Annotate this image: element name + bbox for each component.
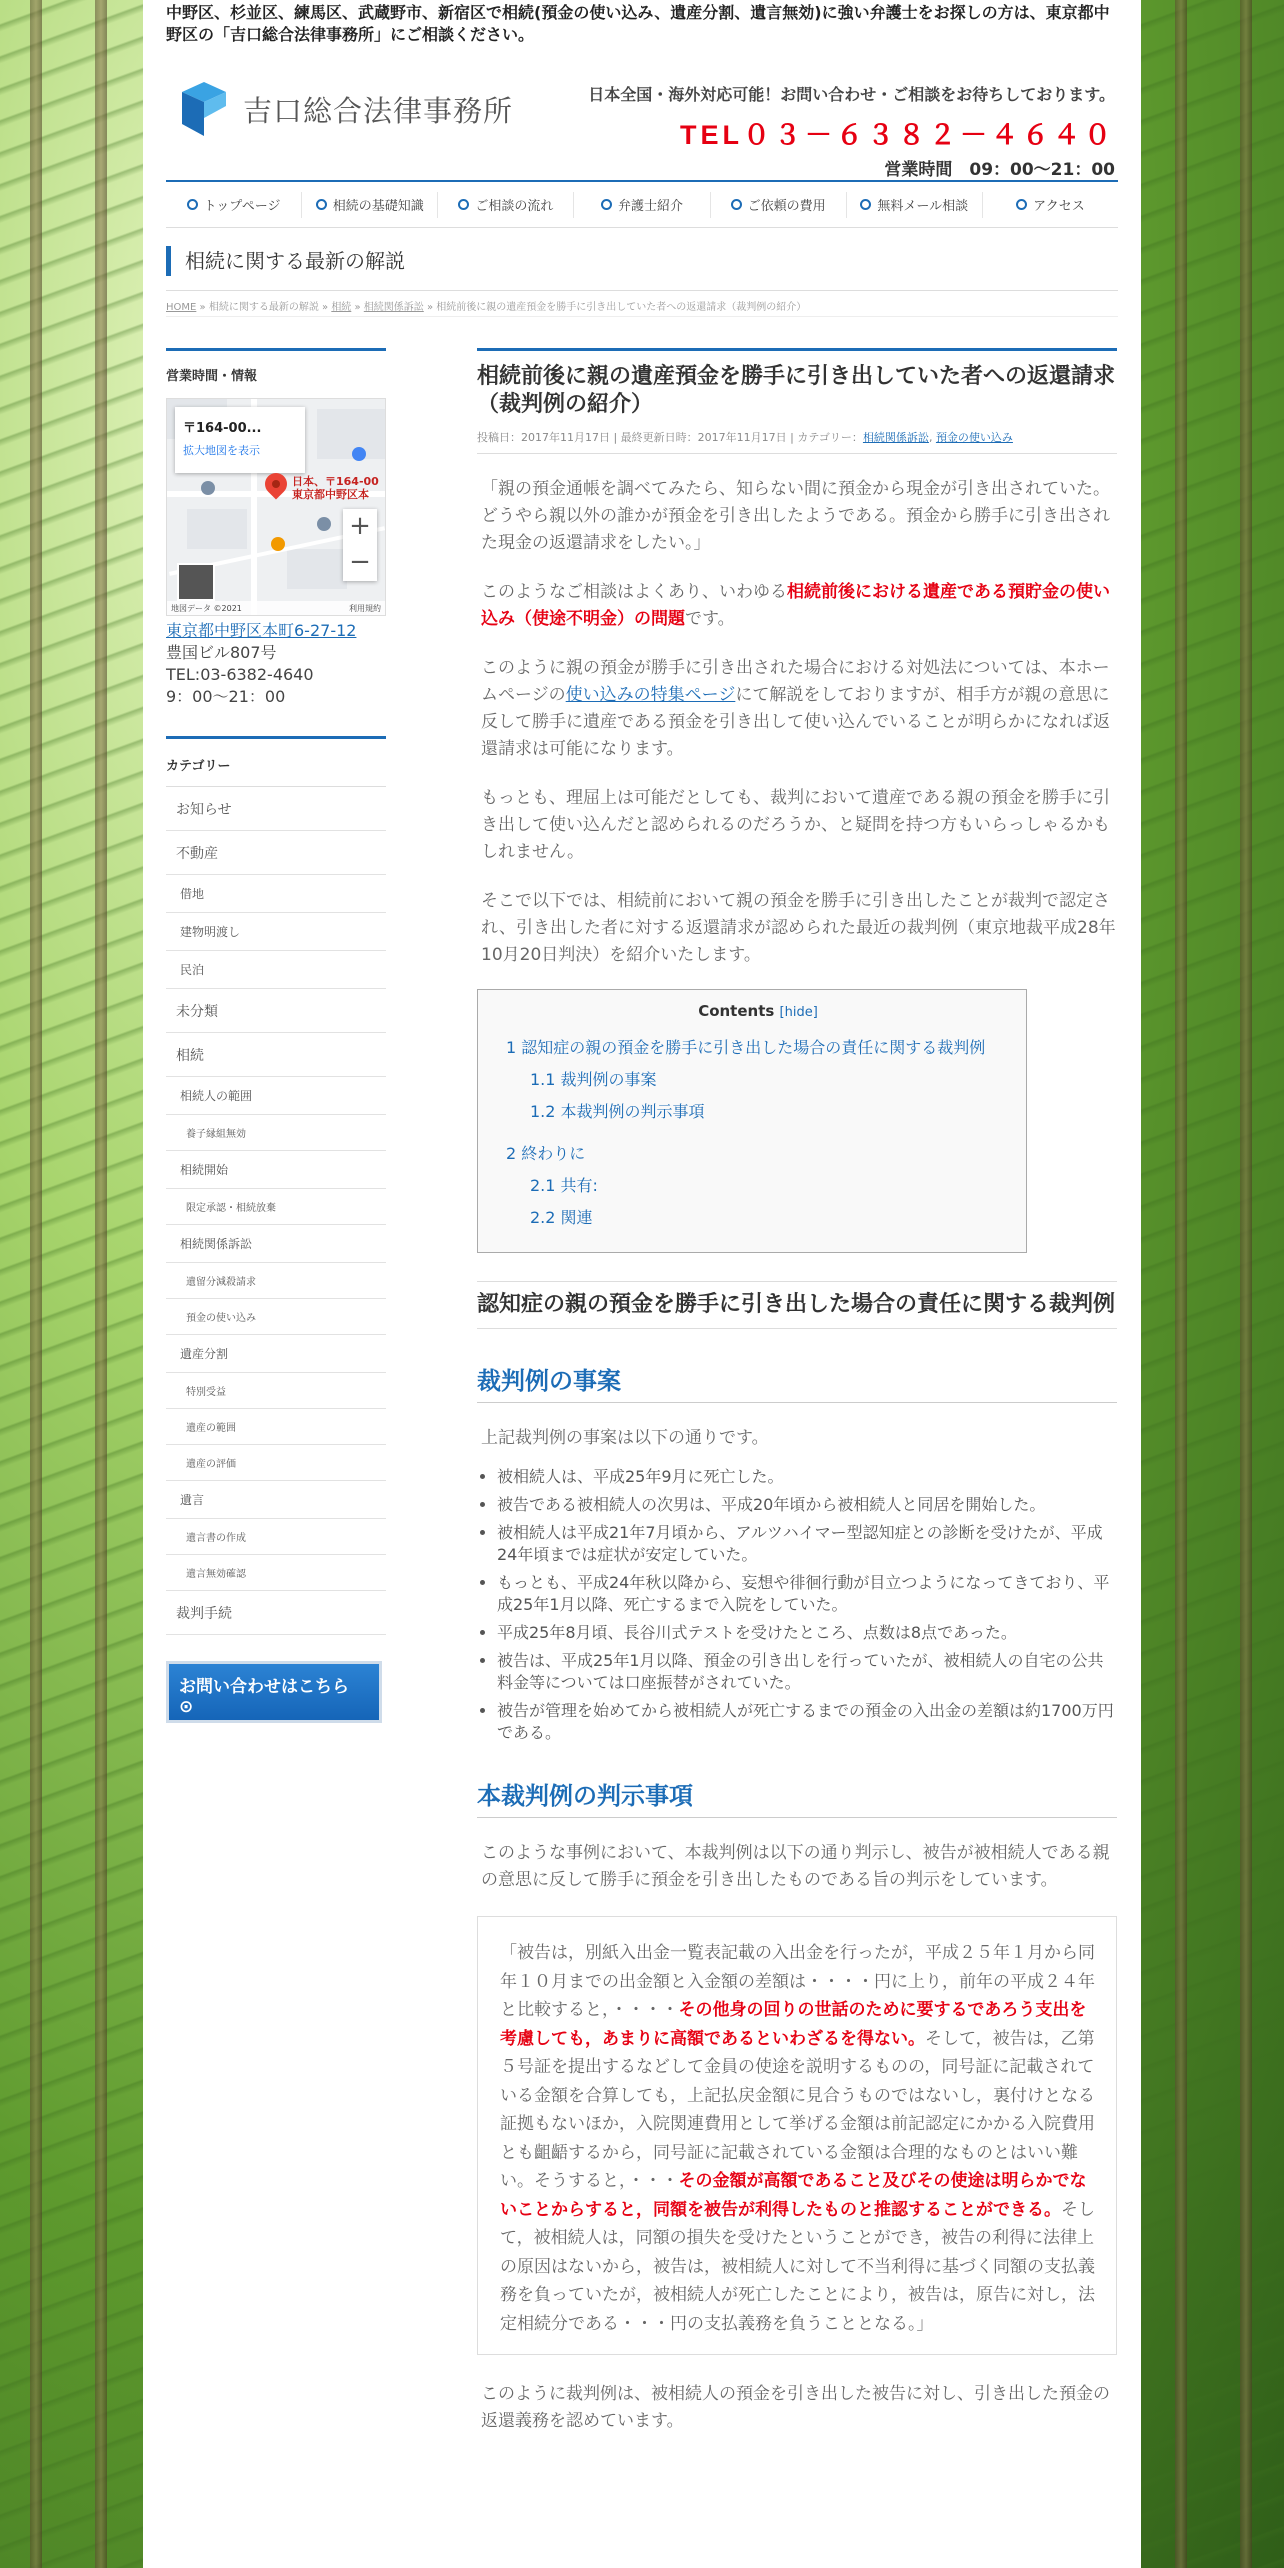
nav-item-top[interactable] — [166, 192, 302, 218]
category-title: カテゴリー — [166, 736, 386, 787]
category-item[interactable]: 借地 — [166, 875, 386, 913]
category-item[interactable]: 限定承認・相続放棄 — [166, 1189, 386, 1225]
nav-item-access[interactable] — [983, 192, 1118, 218]
breadcrumb-home[interactable]: HOME — [166, 302, 197, 313]
category-item[interactable]: 特別受益 — [166, 1373, 386, 1409]
category-item[interactable]: 相続開始 — [166, 1151, 386, 1189]
nav-bullet-icon — [601, 199, 612, 210]
address-tel: TEL:03-6382-4640 — [166, 665, 314, 684]
paragraph-text: にて解説をしておりますが、相手方が親の意思に反して勝手に遺産である預金を引き出して使い込んでいることが明らかになれば返還請求は可能になります。 — [481, 685, 1110, 759]
quote-segment: 「被告は，別紙入出金一覧表記載の入出金を行ったが，平成２５年１月から同年１０月までの出金額と入金額の差額は・・・・円に上り，前年の平成２４年と比較すると，・・・・ — [500, 1943, 1095, 2020]
article — [477, 348, 1117, 2435]
nav-bullet-icon — [1016, 199, 1027, 210]
court-quote — [477, 1916, 1117, 2355]
background-tree-trunk — [95, 0, 107, 2568]
toc-heading: Contents — [698, 1002, 775, 1020]
map-poi-icon — [317, 517, 331, 531]
nav-label: 無料メール相談 — [877, 199, 969, 214]
paragraph — [477, 655, 1117, 763]
table-of-contents — [477, 989, 1027, 1253]
breadcrumb-sep: » — [423, 302, 437, 313]
category-item[interactable]: 相続 — [166, 1033, 386, 1077]
paragraph: そこで以下では、相続前において親の預金を勝手に引き出したことが裁判で認定され、引き出した者に対する返還請求が認められた最近の裁判例（東京地裁平成28年10月20日判決）を紹介いたします。 — [481, 891, 1116, 965]
nav-item-mail[interactable] — [847, 192, 983, 218]
category-item[interactable]: 民泊 — [166, 951, 386, 989]
divider — [166, 290, 1118, 291]
nav-bullet-icon — [187, 199, 198, 210]
address-hours: 9：00～21：00 — [166, 687, 286, 706]
sidebar — [166, 348, 386, 1736]
nav-item-flow[interactable] — [438, 192, 574, 218]
list-item: • 被相続人は平成21年7月頃から、アルツハイマー型認知症との診断を受けたが、平成24年頃までは症状が安定していた。 — [497, 1522, 1117, 1566]
category-item[interactable]: 遺言無効確認 — [166, 1555, 386, 1591]
logo-text: 吉口総合法律事務所 — [243, 93, 514, 128]
paragraph: もっとも、理屈上は可能だとしても、裁判において遺産である親の預金を勝手に引き出して使い込んだと認められるのだろうか、と疑問を持つ方もいらっしゃるかもしれません。 — [481, 788, 1110, 862]
section-title: 相続に関する最新の解説 — [166, 246, 1118, 276]
nav-label: ご相談の流れ — [475, 199, 554, 214]
nav-item-basics[interactable] — [302, 192, 438, 218]
map-block — [287, 549, 347, 589]
nav-item-fees[interactable] — [711, 192, 847, 218]
nav-label: アクセス — [1033, 199, 1085, 214]
section-heading: 認知症の親の預金を勝手に引き出した場合の責任に関する裁判例 — [477, 1281, 1117, 1329]
zoom-in-button[interactable]: + — [349, 511, 371, 541]
category-item[interactable]: 相続関係訴訟 — [166, 1225, 386, 1263]
breadcrumb — [166, 298, 806, 313]
map-terms-link[interactable]: 利用規約 — [349, 604, 381, 613]
quote-highlight: その金額が高額であること及びその使途は明らかでないことからすると，同額を被告が利得したものと推認することができる。 — [500, 2171, 1087, 2220]
toc-list — [506, 1032, 1010, 1234]
quote-text — [500, 1939, 1096, 2338]
background-tree-trunk — [1175, 0, 1187, 2568]
category-item[interactable]: 遺言書の作成 — [166, 1519, 386, 1555]
list-item: • 被相続人は、平成25年9月に死亡した。 — [497, 1466, 1117, 1488]
paragraph — [477, 579, 1117, 633]
nav-bullet-icon — [458, 199, 469, 210]
map-copyright: 地図データ ©2021 — [171, 604, 242, 613]
facts-list — [477, 1466, 1117, 1744]
background-tree-trunk — [30, 0, 42, 2568]
nav-label: トップページ — [203, 199, 281, 214]
nav-label: 相続の基礎知識 — [332, 199, 424, 214]
list-item: • 平成25年8月頃、長谷川式テストを受けたところ、点数は8点であった。 — [497, 1622, 1117, 1644]
background-tree-trunk — [1240, 0, 1252, 2568]
quote-segment: そして，被相続人は，同額の損失を受けたということができ，被告の利得に法律上の原因はないから，被告は，被相続人に対して不当利得に基づく同額の支払義務を負っていたが，被相続人が死亡したことにより，被告は，原告に対し，法定相続分である・・・円の支払義務を負うこととなる。」 — [500, 2199, 1095, 2334]
breadcrumb-sep: » — [351, 302, 364, 313]
paragraph: 「親の預金通帳を調べてみたら、知らない間に預金から現金が引き出されていた。どうやら親以外の誰かが預金を引き出したようである。預金から勝手に引き出された現金の返還請求をしたい。」 — [481, 479, 1110, 553]
paragraph: 上記裁判例の事案は以下の通りです。 — [481, 1428, 769, 1448]
main-nav — [166, 180, 1118, 228]
site-logo[interactable] — [176, 78, 513, 140]
map-poi-icon — [271, 537, 285, 551]
map-pin-label — [292, 475, 379, 501]
zoom-out-button[interactable]: − — [349, 547, 371, 577]
quote-segment: そして，被告は，乙第５号証を提出するなどして金員の使途を説明するものの，同号証に記載されている金額を合算しても，上記払戻金額に見合うものではないし，裏付けとなる証拠もないほか，入院関連費用として挙げる金額は前記認定にかかる入院費用とも齟齬するから，同号証に記載されている金額は合理的なものとはいい難い。そうすると，・・・ — [500, 2028, 1095, 2191]
address-block — [166, 620, 386, 708]
embedded-map[interactable] — [166, 398, 386, 616]
list-item: • もっとも、平成24年秋以降から、妄想や徘徊行動が目立つようになってきており、平成25年1月以降、死亡するまで入院をしていた。 — [497, 1572, 1117, 1616]
article-category-link[interactable]: 相続関係訴訟 — [862, 431, 929, 444]
category-item[interactable]: 相続人の範囲 — [166, 1077, 386, 1115]
list-item: • 被告が管理を始めてから被相続人が死亡するまでの預金の入出金の差額は約1700万円である。 — [497, 1700, 1117, 1744]
article-meta: 投稿日：2017年11月17日 | 最終更新日時：2017年11月17日 | カテゴリー：相続関係訴訟, 預金の使い込み — [477, 429, 1117, 454]
nav-label: ご依頼の費用 — [747, 199, 826, 214]
map-block — [187, 509, 247, 549]
category-item[interactable]: 建物明渡し — [166, 913, 386, 951]
category-item[interactable]: お知らせ — [166, 787, 386, 831]
header-contact — [588, 82, 1115, 180]
category-item[interactable]: 遺産の評価 — [166, 1445, 386, 1481]
logo-cube-icon — [176, 78, 231, 140]
category-item[interactable]: 遺言 — [166, 1481, 386, 1519]
category-item[interactable]: 遺産の範囲 — [166, 1409, 386, 1445]
map-poi-icon — [352, 447, 366, 461]
toc-link[interactable]: 2 終わりに — [506, 1144, 586, 1163]
nav-bullet-icon — [731, 199, 742, 210]
subsection-heading: 裁判例の事案 — [477, 1361, 1117, 1403]
nav-item-lawyer[interactable] — [574, 192, 710, 218]
paragraph: このような事例において、本裁判例は以下の通り判示し、被告が被相続人である親の意思に反して勝手に預金を引き出したものである旨の判示をしています。 — [481, 1843, 1110, 1890]
map-card-title: 〒164-00... — [183, 421, 262, 436]
sidebar-hours-title: 営業時間・情報 — [166, 348, 386, 384]
toc-hide-toggle[interactable]: [hide] — [779, 1005, 818, 1020]
contact-banner-button[interactable] — [166, 1661, 382, 1736]
breadcrumb-current: 相続前後に親の遺産預金を勝手に引き出していた者への返還請求（裁判例の紹介） — [436, 302, 807, 313]
category-item[interactable]: 養子縁組無効 — [166, 1115, 386, 1151]
article-category-link[interactable]: 預金の使い込み — [935, 431, 1013, 444]
category-item[interactable]: 未分類 — [166, 989, 386, 1033]
intro-text: 中野区、杉並区、練馬区、武蔵野市、新宿区で相続(預金の使い込み、遺産分割、遺言無効)に強い弁護士をお探しの方は、東京都中野区の「吉口総合法律事務所」にご相談ください。 — [166, 3, 1110, 44]
address-building: 豊国ビル807号 — [166, 643, 277, 662]
map-pin-label-line: 東京都中野区本 — [292, 488, 369, 501]
breadcrumb-sep: » — [318, 302, 332, 313]
nav-label: 弁護士紹介 — [617, 199, 683, 214]
map-pin-label-line: 日本、〒164-00 — [292, 475, 379, 488]
category-item[interactable]: 遺留分減殺請求 — [166, 1263, 386, 1299]
divider — [166, 316, 1118, 317]
address-link[interactable]: 東京都中野区本町6-27-12 — [166, 621, 357, 640]
breadcrumb-sep: » — [196, 302, 209, 313]
paragraph-text: です。 — [685, 609, 735, 629]
category-item[interactable]: 遺産分割 — [166, 1335, 386, 1373]
breadcrumb-item: 相続に関する最新の解説 — [208, 302, 319, 313]
category-item[interactable]: 不動産 — [166, 831, 386, 875]
paragraph-text: このようなご相談はよくあり、いわゆる — [481, 582, 787, 602]
breadcrumb-link[interactable]: 相続関係訴訟 — [363, 302, 424, 313]
map-info-card — [175, 407, 305, 473]
paragraph-text: このように親の預金が勝手に引き出された場合における対処法については、本ホームページの — [481, 658, 1110, 705]
category-item[interactable]: 裁判手続 — [166, 1591, 386, 1635]
contact-banner-title: お問い合わせはこちら ⊙ — [179, 1677, 349, 1717]
quote-highlight: その他身の回りの世話のために要するであろう支出を考慮しても，あまりに高額であるといわざるを得ない。 — [500, 2000, 1087, 2049]
page-container — [143, 0, 1141, 2568]
header-tagline: 日本全国・海外対応可能！お問い合わせ・ご相談をお待ちしております。 — [588, 85, 1115, 104]
paragraph: このように裁判例は、被相続人の預金を引き出した被告に対し、引き出した預金の返還義務を認めています。 — [481, 2384, 1110, 2431]
toc-link[interactable]: 1.2 本裁判例の判示事項 — [530, 1102, 705, 1121]
header-phone[interactable]: TEL０３－６３８２－４６４０ — [680, 120, 1115, 150]
list-item: • 被告である被相続人の次男は、平成20年頃から被相続人と同居を開始した。 — [497, 1494, 1117, 1516]
highlight-text: 相続前後における遺産である預貯金の使い込み（使途不明金）の問題 — [481, 582, 1110, 629]
map-enlarge-link[interactable]: 拡大地図を表示 — [183, 444, 260, 457]
toc-link[interactable]: 1.1 裁判例の事案 — [530, 1070, 657, 1089]
feature-page-link[interactable]: 使い込みの特集ページ — [565, 685, 736, 705]
nav-bullet-icon — [860, 199, 871, 210]
map-zoom-control — [343, 509, 377, 581]
category-item[interactable]: 預金の使い込み — [166, 1299, 386, 1335]
contact-banner-subtitle: お気軽にご相談・お問い合わせ下さい。 — [179, 1725, 359, 1736]
toc-link[interactable]: 2.1 共有: — [530, 1176, 598, 1195]
toc-title — [506, 1002, 1010, 1020]
map-footer — [167, 601, 385, 615]
article-meta-text: 投稿日：2017年11月17日 | 最終更新日時：2017年11月17日 | カテゴリー： — [477, 431, 863, 444]
article-title: 相続前後に親の遺産預金を勝手に引き出していた者への返還請求（裁判例の紹介） — [477, 348, 1117, 419]
map-poi-icon — [201, 481, 215, 495]
category-list — [166, 787, 386, 1635]
breadcrumb-link[interactable]: 相続 — [331, 302, 352, 313]
toc-link[interactable]: 1 認知症の親の預金を勝手に引き出した場合の責任に関する裁判例 — [506, 1038, 986, 1057]
header-hours: 営業時間 09：00～21：00 — [884, 160, 1115, 180]
toc-link[interactable]: 2.2 関連 — [530, 1208, 593, 1227]
list-item: • 被告は、平成25年1月以降、預金の引き出しを行っていたが、被相続人の自宅の公共料金等については口座振替がされていた。 — [497, 1650, 1117, 1694]
nav-bullet-icon — [316, 199, 327, 210]
map-layer-thumbnail[interactable] — [177, 563, 215, 601]
subsection-heading: 本裁判例の判示事項 — [477, 1776, 1117, 1818]
